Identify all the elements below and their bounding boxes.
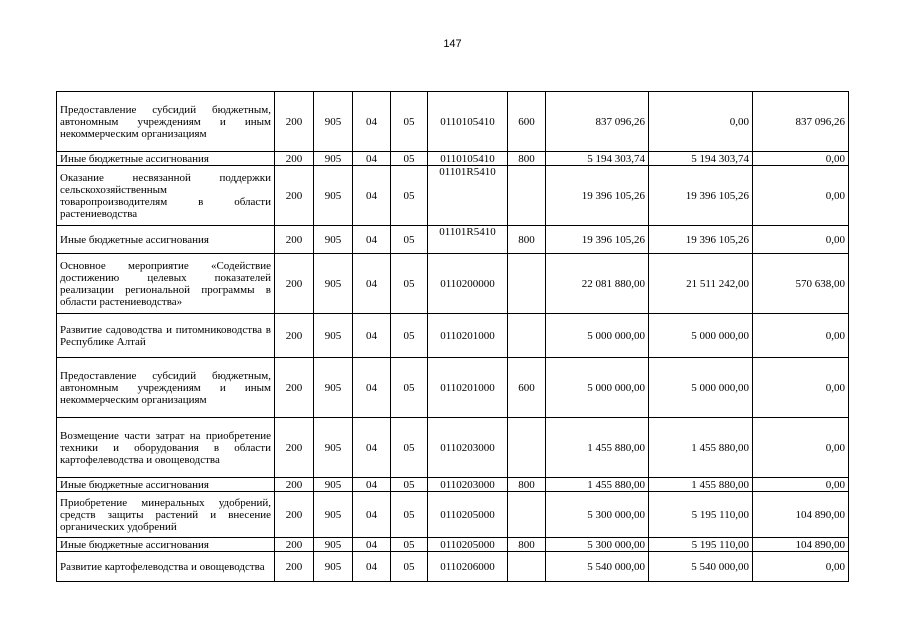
row-pr: 05 [391, 152, 428, 166]
table-body [57, 92, 849, 582]
row-ved: 905 [314, 314, 353, 358]
row-gr: 200 [275, 538, 314, 552]
row-rz: 04 [353, 314, 391, 358]
row-sum-3: 0,00 [753, 226, 849, 254]
row-rz: 04 [353, 166, 391, 226]
row-sum-3: 0,00 [753, 552, 849, 582]
row-sum-2: 1 455 880,00 [649, 418, 753, 478]
row-vr [508, 254, 546, 314]
row-sum-2: 5 000 000,00 [649, 314, 753, 358]
table-row [57, 314, 849, 358]
row-vr [508, 166, 546, 226]
row-sum-3: 0,00 [753, 152, 849, 166]
row-csr: 01101R5410 [428, 166, 508, 226]
row-gr: 200 [275, 358, 314, 418]
row-sum-2: 5 194 303,74 [649, 152, 753, 166]
row-csr: 0110105410 [428, 152, 508, 166]
row-name: Приобретение минеральных удобрений, средств защиты растений и внесение органических удобрений [57, 492, 275, 538]
row-name: Иные бюджетные ассигнования [57, 152, 275, 166]
row-sum-3: 0,00 [753, 418, 849, 478]
row-csr: 0110105410 [428, 92, 508, 152]
row-sum-3: 104 890,00 [753, 538, 849, 552]
row-rz: 04 [353, 492, 391, 538]
row-sum-2: 5 195 110,00 [649, 492, 753, 538]
row-sum-3: 0,00 [753, 314, 849, 358]
table-row [57, 92, 849, 152]
row-ved: 905 [314, 492, 353, 538]
row-gr: 200 [275, 152, 314, 166]
row-name: Иные бюджетные ассигнования [57, 538, 275, 552]
row-name: Основное мероприятие «Содействие достижению целевых показателей реализации региональной программы в области растениеводства» [57, 254, 275, 314]
row-pr: 05 [391, 254, 428, 314]
row-gr: 200 [275, 92, 314, 152]
row-sum-2: 5 000 000,00 [649, 358, 753, 418]
table-row [57, 166, 849, 226]
table-row [57, 254, 849, 314]
row-gr: 200 [275, 492, 314, 538]
row-sum-2: 0,00 [649, 92, 753, 152]
page-number: 147 [443, 38, 462, 50]
row-vr: 800 [508, 478, 546, 492]
row-pr: 05 [391, 358, 428, 418]
row-rz: 04 [353, 254, 391, 314]
row-pr: 05 [391, 538, 428, 552]
table-row [57, 492, 849, 538]
budget-table [56, 91, 849, 582]
row-ved: 905 [314, 152, 353, 166]
row-pr: 05 [391, 226, 428, 254]
row-vr: 800 [508, 226, 546, 254]
row-pr: 05 [391, 166, 428, 226]
row-sum-1: 5 000 000,00 [546, 358, 649, 418]
row-ved: 905 [314, 418, 353, 478]
row-csr: 0110205000 [428, 538, 508, 552]
row-name: Предоставление субсидий бюджетным, автономным учреждениям и иным некоммерческим организациям [57, 92, 275, 152]
row-rz: 04 [353, 152, 391, 166]
table-row [57, 226, 849, 254]
table-row [57, 418, 849, 478]
row-ved: 905 [314, 478, 353, 492]
row-gr: 200 [275, 314, 314, 358]
row-gr: 200 [275, 478, 314, 492]
row-sum-3: 0,00 [753, 478, 849, 492]
row-csr: 0110201000 [428, 314, 508, 358]
row-name: Иные бюджетные ассигнования [57, 478, 275, 492]
row-pr: 05 [391, 492, 428, 538]
row-ved: 905 [314, 358, 353, 418]
row-sum-1: 837 096,26 [546, 92, 649, 152]
row-vr: 800 [508, 152, 546, 166]
row-rz: 04 [353, 552, 391, 582]
row-rz: 04 [353, 478, 391, 492]
row-ved: 905 [314, 538, 353, 552]
table-row [57, 552, 849, 582]
row-ved: 905 [314, 552, 353, 582]
row-sum-1: 22 081 880,00 [546, 254, 649, 314]
row-rz: 04 [353, 358, 391, 418]
row-vr [508, 418, 546, 478]
row-csr: 0110200000 [428, 254, 508, 314]
row-name: Развитие садоводства и питомниководства в Республике Алтай [57, 314, 275, 358]
row-ved: 905 [314, 166, 353, 226]
row-pr: 05 [391, 552, 428, 582]
row-sum-2: 5 195 110,00 [649, 538, 753, 552]
row-sum-1: 19 396 105,26 [546, 166, 649, 226]
row-sum-2: 19 396 105,26 [649, 226, 753, 254]
row-vr: 800 [508, 538, 546, 552]
row-csr: 01101R5410 [428, 226, 508, 254]
row-sum-1: 5 000 000,00 [546, 314, 649, 358]
row-name: Возмещение части затрат на приобретение техники и оборудования в области картофелеводства и овощеводства [57, 418, 275, 478]
table-row [57, 152, 849, 166]
row-vr [508, 314, 546, 358]
row-sum-1: 5 194 303,74 [546, 152, 649, 166]
row-gr: 200 [275, 418, 314, 478]
row-sum-1: 5 300 000,00 [546, 538, 649, 552]
row-rz: 04 [353, 418, 391, 478]
row-pr: 05 [391, 478, 428, 492]
row-sum-1: 1 455 880,00 [546, 478, 649, 492]
row-sum-1: 19 396 105,26 [546, 226, 649, 254]
row-name: Предоставление субсидий бюджетным, автономным учреждениям и иным некоммерческим организациям [57, 358, 275, 418]
row-sum-2: 5 540 000,00 [649, 552, 753, 582]
row-sum-3: 104 890,00 [753, 492, 849, 538]
row-ved: 905 [314, 254, 353, 314]
row-sum-3: 570 638,00 [753, 254, 849, 314]
table-row [57, 538, 849, 552]
row-rz: 04 [353, 92, 391, 152]
row-sum-1: 5 300 000,00 [546, 492, 649, 538]
row-name: Иные бюджетные ассигнования [57, 226, 275, 254]
row-sum-1: 1 455 880,00 [546, 418, 649, 478]
row-vr [508, 552, 546, 582]
table-row [57, 478, 849, 492]
row-sum-2: 1 455 880,00 [649, 478, 753, 492]
row-gr: 200 [275, 166, 314, 226]
row-gr: 200 [275, 552, 314, 582]
row-sum-3: 0,00 [753, 358, 849, 418]
row-csr: 0110205000 [428, 492, 508, 538]
row-ved: 905 [314, 226, 353, 254]
row-ved: 905 [314, 92, 353, 152]
row-sum-3: 0,00 [753, 166, 849, 226]
row-sum-1: 5 540 000,00 [546, 552, 649, 582]
row-sum-3: 837 096,26 [753, 92, 849, 152]
row-pr: 05 [391, 418, 428, 478]
row-gr: 200 [275, 254, 314, 314]
row-vr: 600 [508, 358, 546, 418]
row-csr: 0110206000 [428, 552, 508, 582]
row-name: Развитие картофелеводства и овощеводства [57, 552, 275, 582]
row-vr: 600 [508, 92, 546, 152]
row-pr: 05 [391, 314, 428, 358]
row-sum-2: 21 511 242,00 [649, 254, 753, 314]
table-row [57, 358, 849, 418]
row-csr: 0110201000 [428, 358, 508, 418]
row-gr: 200 [275, 226, 314, 254]
row-vr [508, 492, 546, 538]
row-csr: 0110203000 [428, 418, 508, 478]
row-rz: 04 [353, 226, 391, 254]
row-pr: 05 [391, 92, 428, 152]
row-name: Оказание несвязанной поддержки сельскохозяйственным товаропроизводителям в области растениеводства [57, 166, 275, 226]
row-rz: 04 [353, 538, 391, 552]
row-sum-2: 19 396 105,26 [649, 166, 753, 226]
row-csr: 0110203000 [428, 478, 508, 492]
